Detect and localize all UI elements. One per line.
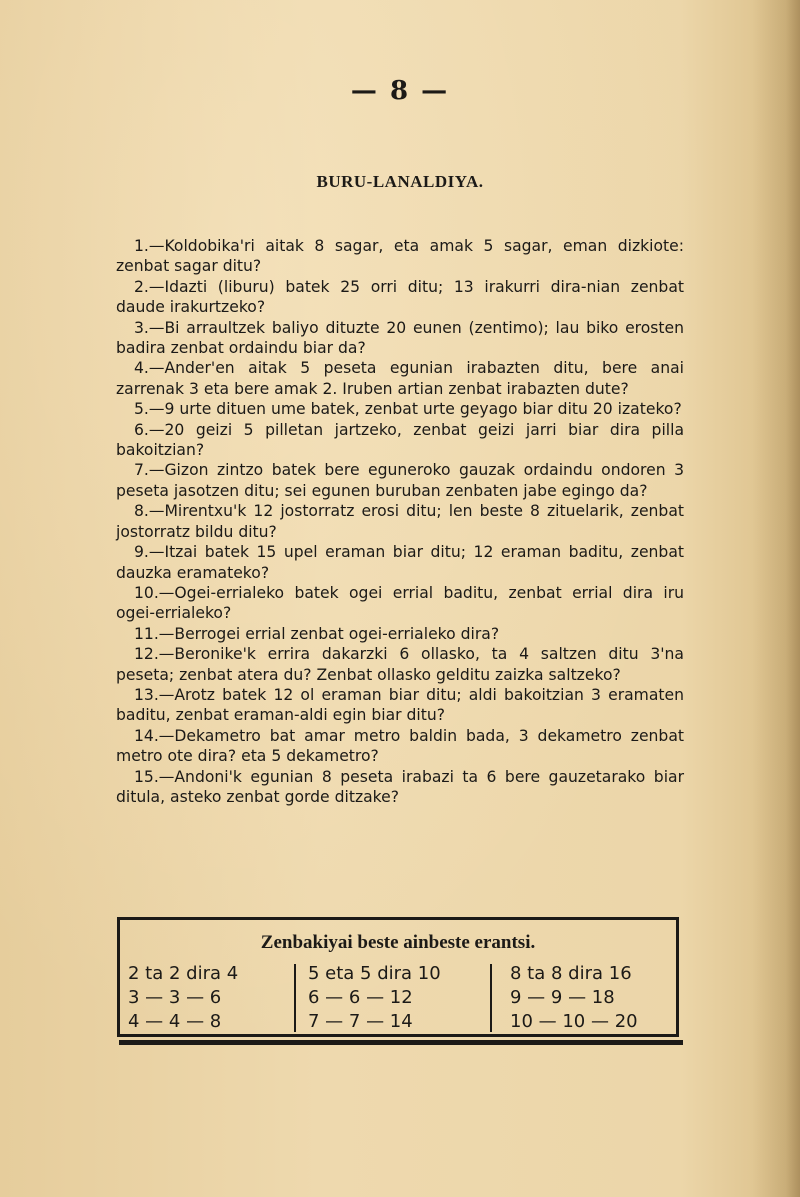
- problem-7: 7.—Gizon zintzo batek bere eguneroko gauzak ordaindu ondoren 3 peseta jasotzen ditu; sei egunen buruban zenbaten jabe egingo da?: [116, 461, 684, 500]
- problem-15: 15.—Andoni'k egunian 8 peseta irabazi ta 6 bere gauzetarako biar ditula, asteko zenbat gorde ditzake?: [116, 767, 684, 806]
- column-divider: [294, 964, 296, 1032]
- table-row: 9 — 9 — 18: [510, 987, 615, 1008]
- table-row: 6 — 6 — 12: [308, 987, 413, 1008]
- table-row: 3 — 3 — 6: [128, 987, 222, 1008]
- problem-2: 2.—Idazti (liburu) batek 25 orri ditu; 13 irakurri dira-nian zenbat daude irakurtzeko?: [116, 277, 684, 317]
- page-number: — 8 —: [350, 76, 450, 106]
- problem-11: 11.—Berrogei errial zenbat ogei-errialeko dira?: [134, 624, 500, 643]
- problem-10: 10.—Ogei-errialeko batek ogei errial baditu, zenbat errial dira iru ogei-errialeko?: [116, 583, 684, 623]
- problem-14: 14.—Dekametro bat amar metro baldin bada, 3 dekametro zenbat metro ote dira? eta 5 dekametro?: [116, 726, 684, 766]
- column-divider: [490, 964, 492, 1032]
- problem-9: 9.—Itzai batek 15 upel eraman biar ditu; 12 eraman baditu, zenbat dauzka eramateko?: [116, 543, 684, 582]
- table-column-3: [510, 962, 674, 1034]
- table-row: 7 — 7 — 14: [308, 1011, 413, 1032]
- table-row: 2 ta 2 dira 4: [128, 963, 239, 984]
- table-row: 4 — 4 — 8: [128, 1011, 222, 1032]
- addition-table-title: Zenbakiyai beste ainbeste erantsi.: [260, 932, 536, 953]
- addition-table: [117, 917, 679, 1037]
- table-row: 10 — 10 — 20: [510, 1011, 638, 1032]
- table-column-1: [128, 962, 290, 1034]
- table-column-2: [308, 962, 488, 1034]
- problem-3: 3.—Bi arraultzek baliyo dituzte 20 eunen (zentimo); lau biko erosten badira zenbat ordaindu biar da?: [116, 318, 684, 358]
- problem-4: 4.—Ander'en aitak 5 peseta egunian irabazten ditu, bere anai zarrenak 3 eta bere amak 2. Iruben artian zenbat irabazten dute?: [116, 359, 684, 398]
- problem-13: 13.—Arotz batek 12 ol eraman biar ditu; aldi bakoitzian 3 eramaten baditu, zenbat eraman-aldi egin biar ditu?: [116, 685, 684, 725]
- table-row: 8 ta 8 dira 16: [510, 963, 632, 984]
- table-bottom-rule: [119, 1040, 683, 1045]
- problem-5: 5.—9 urte dituen ume batek, zenbat urte geyago biar ditu 20 izateko?: [134, 400, 682, 419]
- problem-8: 8.—Mirentxu'k 12 jostorratz erosi ditu; len beste 8 zituelarik, zenbat jostorratz bildu ditu?: [116, 502, 684, 541]
- table-row: 5 eta 5 dira 10: [308, 963, 441, 984]
- problem-12: 12.—Beronike'k errira dakarzki 6 ollasko, ta 4 saltzen ditu 3'na peseta; zenbat atera du? Zenbat ollasko gelditu zaizka saltzeko?: [116, 645, 684, 684]
- problem-1: 1.—Koldobika'ri aitak 8 sagar, eta amak 5 sagar, eman dizkiote: zenbat sagar ditu?: [116, 237, 684, 276]
- problem-6: 6.—20 geizi 5 pilletan jartzeko, zenbat geizi jarri biar dira pilla bakoitzian?: [116, 420, 684, 460]
- problem-list: [116, 236, 684, 807]
- page-title: BURU-LANALDIYA.: [316, 172, 484, 191]
